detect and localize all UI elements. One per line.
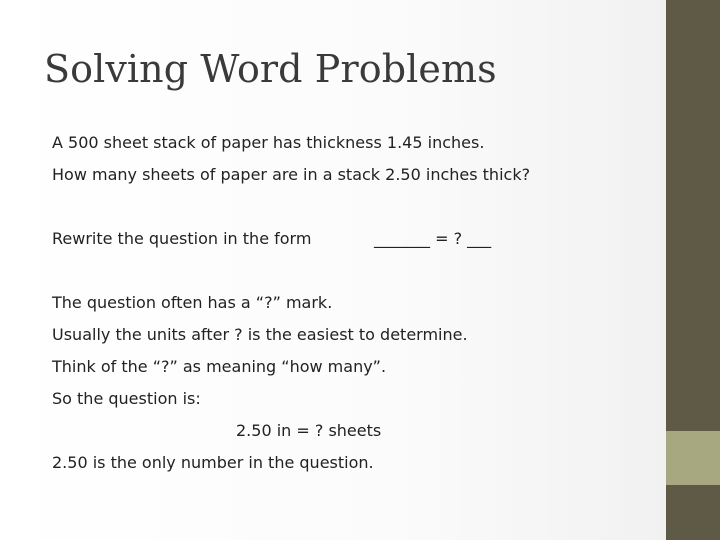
blank-form-template: _______ = ? ___ xyxy=(374,229,492,248)
problem-statement-line-1: A 500 sheet stack of paper has thickness 1.45 inches. xyxy=(52,133,485,152)
question-lead-in: So the question is: xyxy=(52,389,201,408)
sidebar-decoration xyxy=(666,0,720,540)
explanation-line-2: Usually the units after ? is the easiest to determine. xyxy=(52,325,468,344)
sidebar-accent-block xyxy=(666,431,720,485)
rewritten-question: 2.50 in = ? sheets xyxy=(236,421,382,440)
explanation-line-3: Think of the “?” as meaning “how many”. xyxy=(52,357,387,376)
problem-statement-line-2: How many sheets of paper are in a stack 2.50 inches thick? xyxy=(52,165,531,184)
explanation-line-1: The question often has a “?” mark. xyxy=(52,293,333,312)
rewrite-instruction: Rewrite the question in the form xyxy=(52,229,312,248)
closing-note: 2.50 is the only number in the question. xyxy=(52,453,374,472)
slide-title: Solving Word Problems xyxy=(44,47,497,91)
